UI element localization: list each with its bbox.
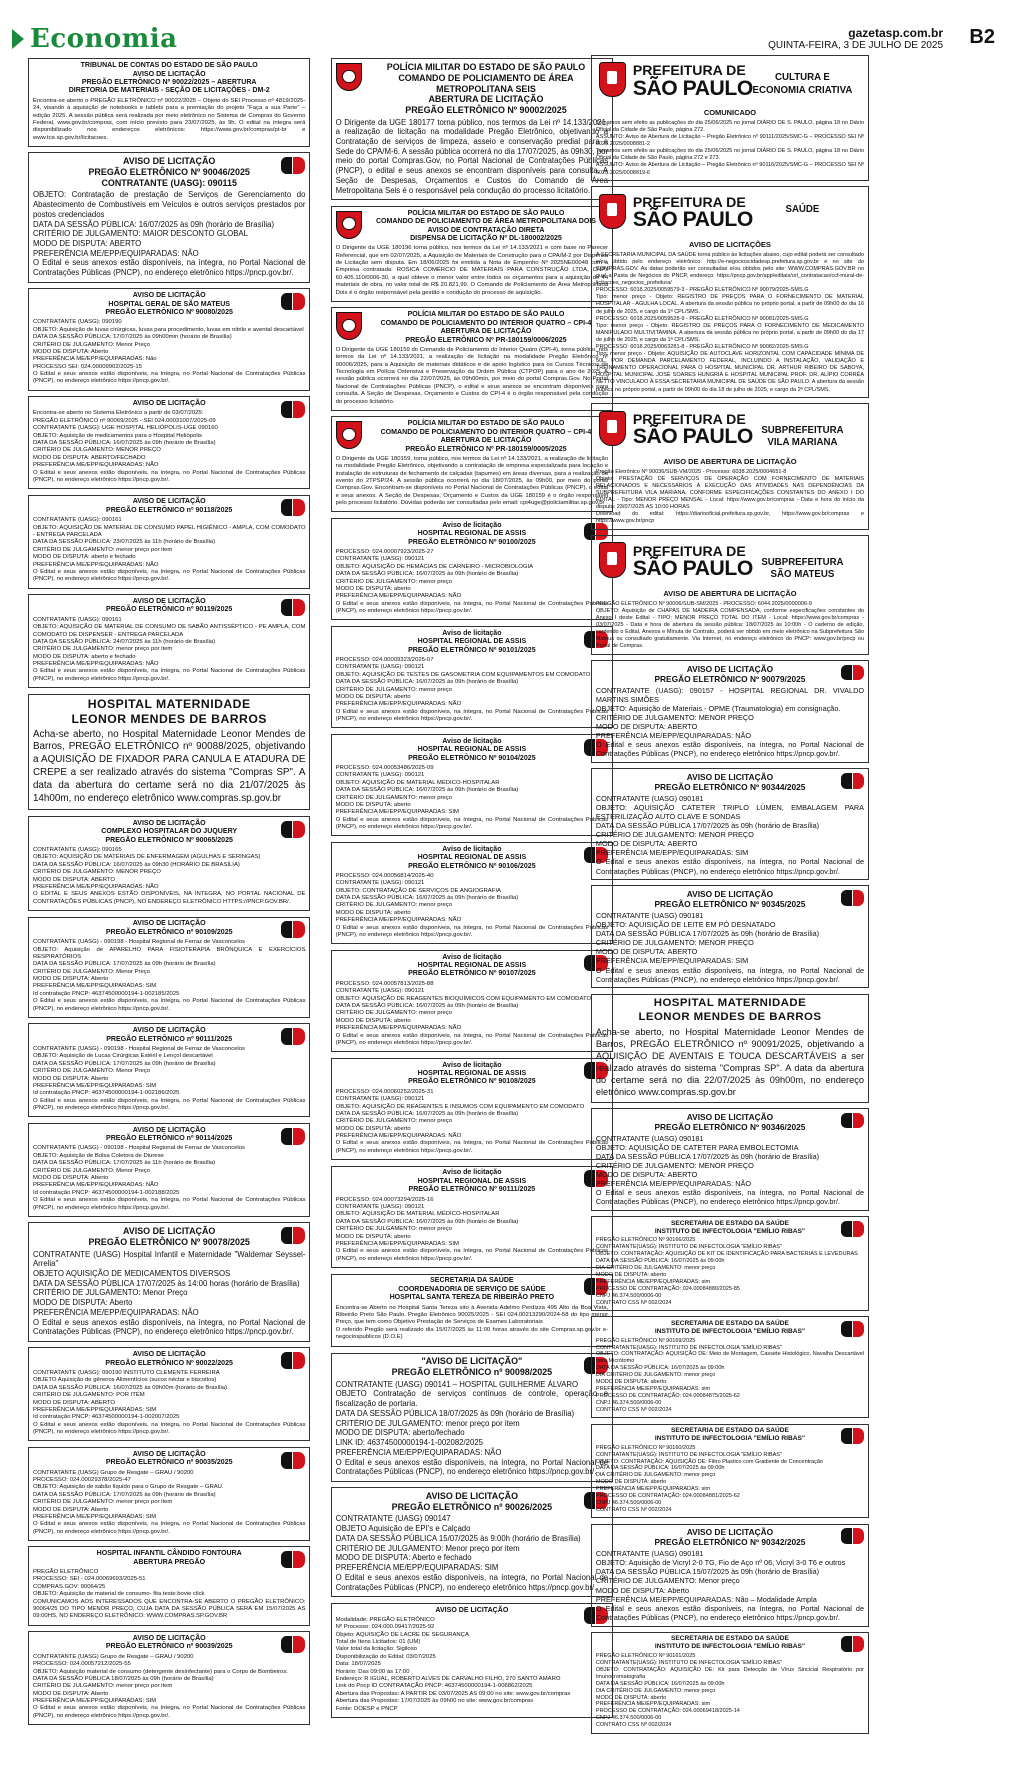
notice-title: POLÍCIA MILITAR DO ESTADO DE SÃO PAULO COMANDO DE POLICIAMENTO DO INTERIOR QUATRO – CPI-4 ABERTURA DE LICITAÇÃO PREGÃO ELETRÔNICO Nº PR-180159/0005/2025 bbox=[380, 420, 592, 453]
notice-body: O Dirigente da UGE 180159 do Comando de Policiamento do Interior Quatro (CPI-4), torna público, nos termos da Lei nº 14.133/2021, a realização de licitação na modalidade Pregão Eletrônico nº 90006/2025, para a Aquisição de materiais didáticos e de apoio logístico para os Cursos Técnicos de Tecnologia em Polícia Ostensiva e Preservação da Ordem Pública (CTPOP) para o ano de 2025. A sessão pública ocorrerá no dia 22/07/2025, às 09h00min, por meio do portal Compras.Gov. No Portal Nacional de Contratações Públicas (PNCP), o edital e seus anexos se encontram disponíveis para consulta. A Seção de Despesas, Orçamento e Custos do CPI-4 é o órgão responsável pela condução do processo licitatório. bbox=[335, 346, 609, 405]
sp-logo-icon bbox=[281, 401, 305, 418]
sp-logo-icon bbox=[841, 1113, 864, 1129]
notice-title: POLÍCIA MILITAR DO ESTADO DE SÃO PAULO COMANDO DE POLICIAMENTO DE ÁREA METROPOLITANA SEIS ABERTURA DE LICITAÇÃO PREGÃO ELETRÔNICO Nº 90002/2025 bbox=[386, 62, 586, 115]
prefeitura-city: SÃO PAULO bbox=[632, 557, 753, 581]
sp-logo-icon bbox=[281, 821, 305, 838]
sp-logo-icon bbox=[281, 499, 305, 516]
notice-title: TRIBUNAL DE CONTAS DO ESTADO DE SÃO PAULO AVISO DE LICITAÇÃO PREGÃO ELETRÔNICO Nº 90022/2025 – ABERTURA DIRETORIA DE MATERIAIS - SEÇÃO DE LICITAÇÕES - DM-2 bbox=[68, 62, 270, 95]
notice-body: A SECRETARIA MUNICIPAL DA SAÚDE torna público às licitações abaixo, cujo edital poderá ser consultado e/ou obtido pelo endereço eletrônico: http://e-negocioscidadesp.prefeitura.sp.gov.br e no site do COMPRAS.GOV. As datas poderão ser consultadas e/ou obtidos pelo site: WWW.COMPRAS.GOV.BR no qual a Pasta de Negócios do PNCP, endereço: https://pncp.gov.br/app/editais/url_contratacao/ccf-mural-de-licitacoes_negocios_prefeitura/ PROCESSO: 6018.2025/0059579-3 - PREGÃO ELETRÔNICO Nº 90079/2025-SMS.G Tipo: menor preço - Objeto: REGISTRO DE PREÇOS PARA O FORNECIMENTO DE MATERIAL HOSPITALAR - AGULHA LOCAL. A abertura da sessão pública no próprio portal, a partir de 09h00 do dia 16 de julho de 2025, e cargo da 1ª CPL/SMS. PROCESSO: 6018.2025/0059528-9 - PREGÃO ELETRÔNICO Nº 90081/2025-SMS.G Tipo: menor preço - Objeto: REGISTRO DE PREÇOS PARA O FORNECIMENTO DE MEDICAMENTO MANIPULADO MULTIVITAMINA. A abertura da sessão pública no próprio portal, a partir de 09h00 do dia 17 de julho de 2025, e cargo da 1ª CPL/SMS. PROCESSO: 6018.2025/0063281-8 - PREGÃO ELETRÔNICO Nº 90082/2025-SMS.G Tipo: menor preço - Objeto: AQUISIÇÃO DE AUTOCLAVE HORIZONTAL COM CAPACIDADE MÍNIMA DE 50L, POR DEMANDA PARCELAMENTO FEDERAL, INCLUINDO A INSTALAÇÃO, VALIDAÇÃO E TREINAMENTO OPERACIONAL PARA O HOSPITAL MUNICIPAL DR. ARTHUR RIBEIRO DE SABOYA, HOSPITAL MUNICIPAL JOSÉ SOARES HUNGRIA E HOSPITAL MUNICIPAL PROF. DR. ALÍPIO CORRÊA NETTO VINCULADO À ESSA SECRETARIA MUNICIPAL DE SAÚDE DE SÃO PAULO. A abertura da sessão pública no próprio portal, a partir de 09h00 do dia 18 de julho de 2025, e cargo da 2ª CPL/SMS. bbox=[595, 251, 865, 393]
notice-body: CONTRATANTE (UASG) - 090198 - Hospital Regional de Ferraz de Vasconcelos OBJETO: Aquisição de Lucas Cirúrgicas Estéril e Lençol descartável DATA DA SESSÃO PÚBLICA: 17/07/2025 às 09h (horário de Brasília) CRITÉRIO DE JULGAMENTO: Menor Preço MODO DE DISPUTA: Aberto PREFERÊNCIA ME/EPP/EQUIPARADAS: SIM Id contratação PNCP: 46374500000194-1-002186/2025 O Edital e seus anexos estão disponíveis, na íntegra, no Portal Nacional de Contratações Públicas (PNCP), no endereço eletrônico https://pncp.gov.br/. bbox=[32, 1046, 306, 1112]
notice-body: PREGÃO ELETRÔNICO PROCESSO: SEI - 024.00069693/2025-51 COMPRAS.GOV: 90064/25 OBJETO: Aquisição de material de consumo- fita teste bovie click COMUNICAMOS AOS INTERESSADOS QUE ENCONTRA-SE ABERTO O PREGÃO ELETRÔNICO: 90064/25 DO TIPO MENOR PREÇO, CUJA DATA DA SESSÃO PÚBLICA SERÁ EM 15/07/2025 AS 09:00HS, NO ENDEREÇO ELETRÔNICO: WWW.COMPRAS.SP.GOV.BR bbox=[32, 1569, 306, 1620]
notice-title: SECRETARIA DE ESTADO DA SAÚDE INSTITUTO DE INFECTOLOGIA "EMÍLIO RIBAS" bbox=[654, 1635, 805, 1651]
notice-body: PREGÃO ELETRÔNICO Nº 90161/2025 CONTRATANTE(UASG): INSTITUTO DE INFECTOLOGIA "EMÍLIO RIBAS" OBJETO: CONTRATAÇÃO: AQUISIÇÃO DE: Kit para Detecção de Vírus Sincicial Respiratório por Imunocromatografia DATA DA SESSÃO PÚBLICA: 16/07/2025 às 09:00h DIA CRITÉRIO DE JULGAMENTO: menor preço MODO DE DISPUTA: aberto PREFERÊNCIA ME/EPP/EQUIPARADAS: sim PROCESSO DE CONTRATAÇÃO: 024.00069418/2025-14 CNPJ 46.374.500/0006-00 CONTRATO CSS Nº 002/2024 bbox=[595, 1652, 865, 1729]
brasao-icon bbox=[336, 211, 362, 239]
legal-notice bbox=[28, 1222, 310, 1341]
legal-notice bbox=[591, 885, 868, 988]
prefeitura-label: PREFEITURA DE bbox=[632, 62, 746, 79]
legal-notice bbox=[28, 396, 310, 489]
prefeitura-vila-mariana-notice bbox=[591, 403, 868, 530]
legal-notice bbox=[331, 626, 613, 728]
legal-notice bbox=[591, 1524, 868, 1627]
notice-title: HOSPITAL MATERNIDADE LEONOR MENDES DE BARROS bbox=[71, 697, 267, 727]
notice-body: CONTRATANTE (UASG): 090161 OBJETO: AQUISIÇÃO DE MATERIAL DE CONSUMO PAPEL HIGIÊNICO - AMPLA, COM COMODATO - ENTREGA PARCELADA DATA DA SESSÃO PÚBLICA: 23/07/2025 às 11h (horário de Brasília) CRITÉRIO DE JULGAMENTO: menor preço por item MODO DE DISPUTA: aberto e fechado PREFERÊNCIA ME/EPP/EQUIPARADAS: NÃO O Edital e seus anexos estão disponíveis, na íntegra, no Portal Nacional de Contratações Públicas (PNCP), no endereço eletrônico https://pncp.gov.br/. bbox=[32, 517, 306, 583]
secretaria-name: SUBPREFEITURA SÃO MATEUS bbox=[761, 556, 844, 581]
sp-logo-icon bbox=[281, 1128, 305, 1145]
legal-notice bbox=[331, 58, 613, 200]
notice-title: SECRETARIA DE ESTADO DA SAÚDE INSTITUTO DE INFECTOLOGIA "EMÍLIO RIBAS" bbox=[654, 1219, 805, 1235]
legal-notice bbox=[591, 1424, 868, 1519]
notice-title: "AVISO DE LICITAÇÃO" PREGÃO ELETRÔNICO nº 90098/2025 bbox=[391, 1356, 553, 1378]
legal-notice bbox=[591, 1632, 868, 1734]
notice-title: AVISO DE LICITAÇÃO PREGÃO ELETRÔNICO nº 90111/2025 bbox=[106, 1027, 233, 1043]
notice-title: Aviso de licitação HOSPITAL REGIONAL DE ASSIS PREGÃO ELETRÔNICO Nº 90101/2025 bbox=[408, 629, 536, 654]
notice-body: PROCESSO: 024.00060252/2025-31 CONTRATANTE (UASG): 090121 OBJETO: AQUISIÇÃO DE REAGENTES E INSUMOS COM EQUIPAMENTO EM COMODATO DATA DA SESSÃO PÚBLICA: 16/07/2025 às 09h (horário de Brasília) CRITÉRIO DE JULGAMENTO: menor preço MODO DE DISPUTA: aberto PREFERÊNCIA ME/EPP/EQUIPARADAS: NÃO O Edital e seus anexos estão disponíveis, na íntegra, no Portal Nacional de Contratações Públicas (PNCP), no endereço eletrônico https://pncp.gov.br/. bbox=[335, 1088, 609, 1154]
legal-notice bbox=[331, 1487, 613, 1597]
notice-title: POLÍCIA MILITAR DO ESTADO DE SÃO PAULO COMANDO DE POLICIAMENTO DO INTERIOR QUATRO – CPI-4 ABERTURA DE LICITAÇÃO PREGÃO ELETRÔNICO Nº PR-180159/0006/2025 bbox=[380, 311, 592, 344]
notice-title: Aviso de licitação HOSPITAL REGIONAL DE ASSIS PREGÃO ELETRÔNICO Nº 90111/2025 bbox=[408, 1169, 536, 1194]
notice-body: CONTRATANTE (UASG) 090181 OBJETO: AQUISIÇÃO DE CATETER PARA EMBOLECTOMIA DATA DA SESSÃO PÚBLICA 17/07/2025 às 09h (horário de Brasília) CRITÉRIO DE JULGAMENTO: MENOR PREÇO MODO DE DISPUTA: ABERTO PREFERÊNCIA ME/EPP/EQUIPARADAS: NÃO O Edital e seus anexos estão disponíveis, na íntegra, no Portal Nacional de Contratações Públicas (PNCP), no endereço eletrônico https://pncp.gov.br/. bbox=[595, 1133, 865, 1207]
notice-body: PROCESSO: 024.00073294/2025-16 CONTRATANTE (UASG): 090121 OBJETO: AQUISIÇÃO DE MATERIAL MÉDICO-HOSPITALAR DATA DA SESSÃO PÚBLICA: 16/07/2025 às 09h (horário de Brasília) CRITÉRIO DE JULGAMENTO: menor preço MODO DE DISPUTA: aberto PREFERÊNCIA ME/EPP/EQUIPARADAS: SIM O Edital e seus anexos estão disponíveis, na íntegra, no Portal Nacional de Contratações Públicas (PNCP), no endereço eletrônico https://pncp.gov.br/. bbox=[335, 1196, 609, 1262]
notice-body: Modalidade: PREGÃO ELETRÔNICO Nº Processo: 024.000.09417/2025-92 Objeto: AQUISIÇÃO DE LACRE DE SEGURANÇA Total de Itens Licitados: 01 (UM) Valor total da licitação: Sigiloso Disponibilização do Edital: 03/07/2025 Data: 18/07/2025 Horário: Das 09:00 às 17:00 Endereço: R IGUAL, ROBERTO ALVES DE CARVALHO FILHO, 270 SANTO AMARO Link do Pncp ID CONTRATAÇÃO PNCP: 46374500000194-1-006862/2025 Abertura das Propostas: A PARTIR DE 03/07/2025 AS 09:00 no site: www.gov.br/compras Abertura das Propostas: 17/07/2025 às 09h00 no site: www.gov.br/compras Fonte: DOESP e PNCP bbox=[335, 1616, 571, 1712]
sp-logo-icon bbox=[281, 293, 305, 310]
legal-notice bbox=[28, 288, 310, 390]
notice-title: AVISO DE LICITAÇÕES bbox=[689, 240, 771, 250]
column-3 bbox=[591, 55, 868, 1739]
notice-body: Acha-se aberto, no Hospital Maternidade Leonor Mendes de Barros, PREGÃO ELETRÔNICO nº 90088/2025, objetivando a AQUISIÇÃO DE FIXADOR PARA CANULA E ATADURA DE CREPE a ser realizado através do sistema "Compras SP". A data da abertura do certame será no dia 21/07/2025 às 14h00m, no endereço eletrônico www.compras.sp.gov.br bbox=[32, 728, 306, 804]
brasao-icon bbox=[336, 312, 362, 340]
notice-body: CONTRATANTE (UASG): 090190 INSTITUTO CLEMENTE FERREIRA OBJETO Aquisição de gêneros Alimentícios (sucos néctar e biscoitos) DATA DA SESSÃO PÚBLICA: 16/07/2025 às 09h00m (horário de Brasília) CRITÉRIO DE JULGAMENTO: POR ITEM MODO DE DISPUTA: ABERTO PREFERÊNCIA ME/EPP/EQUIPARADAS: SIM Id contratação PNCP: 46374500000194-1-002007/2025 O Edital e seus anexos estão disponíveis, na íntegra, no Portal Nacional de Contratações Públicas (PNCP), no endereço eletrônico https://pncp.gov.br/. bbox=[32, 1370, 306, 1436]
notice-body: CONTRATANTE (UASG) 090181 OBJETO: Aquisição de Vicryl 2-0 TG, Fio de Aço nº 06, Vicryl 3-0 T6 e outros DATA DA SESSÃO PÚBLICA 15/07/2025 às 09h (horário de Brasília) CRITÉRIO DE JULGAMENTO: Menor preço MODO DE DISPUTA: Aberto PREFERÊNCIA ME/EPP/EQUIPARADAS: Não – Modalidade Ampla O Edital e seus anexos estão disponíveis, na íntegra, no Portal Nacional de Contratações Públicas (PNCP), no endereço eletrônico https://pncp.gov.br/. bbox=[595, 1549, 865, 1622]
notice-body: PREGÃO ELETRÔNICO Nº 90166/2025 CONTRATANTE(UASG): INSTITUTO DE INFECTOLOGIA "EMÍLIO RIBAS" OBJETO: CONTRATAÇÃO: AQUISIÇÃO DE KIT DE IDENTIFICAÇÃO PARA BACTÉRIAS E LEVEDURAS DATA DA SESSÃO PÚBLICA: 16/07/2025 às 09:00h DIA CRITÉRIO DE JULGAMENTO: menor preço MODO DE DISPUTA: aberto PREFERÊNCIA ME/EPP/EQUIPARADAS: sim PROCESSO DE CONTRATAÇÃO: 024.00084880/2025-85 CNPJ 46.374.500/0006-00 CONTRATO CSS Nº 002/2024 bbox=[595, 1237, 858, 1306]
notice-title: AVISO DE LICITAÇÃO HOSPITAL GERAL DE SÃO MATEUS PREGÃO ELETRÔNICO Nº 90080/2025 bbox=[105, 292, 233, 317]
notice-body: Encontra-se Aberto no Hospital Santa Tereza sito à Avenida Adelmo Perdizza 495 Alto da Boa Vista, Ribeirão Preto São Paulo. Pregão Eletrônico 90025/2025 - SEI 024.00213290/2024-58 do tipo menor Preço, que tem como Objetivo Prestação de Serviços de Exames Laboratoriais O referido Pregão será realizado dia 15/07/2025 às 11:00 horas através do site Compras.sp.gov.br e-negociospublicos (D.O.E) bbox=[335, 1304, 609, 1341]
sp-logo-icon bbox=[281, 1452, 305, 1469]
legal-notice bbox=[331, 734, 613, 836]
notice-body: O Dirigente da UGE 180177 torna público, nos termos da Lei nº 14.133/2021, a realização de licitação na modalidade Pregão Eletrônico, objetivando a Contratação de serviços de limpeza, asseio e conservação predial para a Sede do CPA/M-6. A sessão pública ocorrerá no dia 17/07/2025, às 09h30, por meio do portal Compras.Gov, no Portal Nacional de Contratações Públicas (PNCP), o edital e seus anexos se encontram disponíveis para consulta. A Seção de Despesas, Orçamentos e Custos do Comando de Área Metropolitana Seis é o responsável pela condução do processo licitatório. bbox=[335, 117, 609, 195]
sp-logo-icon bbox=[281, 1352, 305, 1369]
prefeitura-label: PREFEITURA DE bbox=[632, 543, 746, 560]
legal-notice bbox=[28, 1546, 310, 1625]
brasao-icon bbox=[336, 63, 362, 91]
notice-body: Encontra-se aberto o PREGÃO ELETRÔNICO nº 90022/2025 – Objeto do SEI Processo nº 4819/2025-24, visando à aquisição de notebooks e tablets para a premiação do projeto "Faça a sua Parte" – edição 2025. A sessão pública será realizada por meio eletrônico no Sistema de Compras do Governo Federal, www.gov.br/compras, com início previsto para 23/07/2025, às 9h. O edital na íntegra será disponibilizado nos endereços eletrônicos: https://www.gov.br/compras/pt-br e www.tce.sp.gov.br/licitacoes. bbox=[32, 97, 306, 141]
prefeitura-city: SÃO PAULO bbox=[632, 425, 753, 449]
legal-notice bbox=[28, 1631, 310, 1725]
page-number: B2 bbox=[969, 26, 995, 48]
notice-body: PROCESSO: 024.00007923/2025-27 CONTRATANTE (UASG): 090121 OBJETO: AQUISIÇÃO DE HEMÁCIAS DE CARNEIRO - MICROBIOLOGIA DATA DA SESSÃO PÚBLICA: 16/07/2025 às 09h (horário de Brasília) CRITÉRIO DE JULGAMENTO: menor preço MODO DE DISPUTA: aberto PREFERÊNCIA ME/EPP/EQUIPARADAS: NÃO O Edital e seus anexos estão disponíveis, na íntegra, no Portal Nacional de Contratações Públicas (PNCP), no endereço eletrônico https://pncp.gov.br/. bbox=[335, 549, 609, 615]
notice-body: CONTRATANTE (UASG): 090165 OBJETO: AQUISIÇÃO DE MATERIAIS DE ENFERMAGEM (AGULHAS E SERINGAS) DATA DA SESSÃO PÚBLICA: 16/07/2025 às 09h30 (HORÁRIO DE BRASÍLIA) CRITÉRIO DE JULGAMENTO: MENOR PREÇO MODO DE DISPUTA: ABERTO PREFERÊNCIA ME/EPP/EQUIPARADAS: NÃO O EDITAL E SEUS ANEXOS ESTÃO DISPONÍVEIS, NA ÍNTEGRA, NO PORTAL NACIONAL DE CONTRATAÇÕES PÚBLICAS (PNCP), NO ENDEREÇO ELETRÔNICO HTTPS://PNCP.GOV.BR/. bbox=[32, 847, 306, 905]
notice-title: SECRETARIA DE ESTADO DA SAÚDE INSTITUTO DE INFECTOLOGIA "EMÍLIO RIBAS" bbox=[654, 1320, 805, 1335]
notice-title: HOSPITAL MATERNIDADE LEONOR MENDES DE BARROS bbox=[638, 997, 822, 1023]
notice-title: AVISO DE LICITAÇÃO PREGÃO ELETRÔNICO nº 90119/2025 bbox=[106, 597, 233, 614]
notice-body: PROCESSO: 024.00009323/2025-07 CONTRATANTE (UASG): 090121 OBJETO: AQUISIÇÃO DE TESTES DE GASOMETRIA COM EQUIPAMENTOS EM COMODATO DATA DA SESSÃO PÚBLICA: 16/07/2025 às 09h (horário de Brasília) CRITÉRIO DE JULGAMENTO: menor preço MODO DE DISPUTA: aberto PREFERÊNCIA ME/EPP/EQUIPARADAS: NÃO O Edital e seus anexos estão disponíveis, na íntegra, no Portal Nacional de Contratações Públicas (PNCP), no endereço eletrônico https://pncp.gov.br/. bbox=[335, 657, 609, 723]
prefeitura-label: PREFEITURA DE bbox=[632, 194, 746, 211]
sp-logo-icon bbox=[281, 157, 305, 174]
sp-logo-icon bbox=[841, 1428, 864, 1444]
notice-body: PROCESSO: 024.00057813/2025-88 CONTRATANTE (UASG): 090121 OBJETO: AQUISIÇÃO DE REAGENTES BIOQUÍMICOS COM EQUIPAMENTO EM COMODATO DATA DA SESSÃO PÚBLICA: 16/07/2025 às 09h (horário de Brasília) CRITÉRIO DE JULGAMENTO: menor preço MODO DE DISPUTA: aberto PREFERÊNCIA ME/EPP/EQUIPARADAS: NÃO O Edital e seus anexos estão disponíveis, na íntegra, no Portal Nacional de Contratações Públicas (PNCP), no endereço eletrônico https://pncp.gov.br/. bbox=[335, 980, 609, 1046]
notice-body: PROCESSO: 024.00056814/2025-40 CONTRATANTE (UASG): 090121 OBJETO: CONTRATAÇÃO DE SERVIÇOS DE ANGIOGRAFIA DATA DA SESSÃO PÚBLICA: 16/07/2025 às 09h (horário de Brasília) CRITÉRIO DE JULGAMENTO: menor preço MODO DE DISPUTA: aberto PREFERÊNCIA ME/EPP/EQUIPARADAS: NÃO O Edital e seus anexos estão disponíveis, na íntegra, no Portal Nacional de Contratações Públicas (PNCP), no endereço eletrônico https://pncp.gov.br/. bbox=[335, 872, 609, 938]
column-2 bbox=[331, 58, 613, 1723]
notice-body: PREGÃO ELETRÔNICO Nº 90169/2025 CONTRATANTE(UASG): INSTITUTO DE INFECTOLOGIA "EMÍLIO RIBAS" OBJETO: CONTRATAÇÃO: AQUISIÇÃO DE: Meio de Montagem, Cassete Histológico, Navalha Descartável para Micrótomo DATA DA SESSÃO PÚBLICA: 16/07/2025 às 09:00h DIA CRITÉRIO DE JULGAMENTO: menor preço MODO DE DISPUTA: aberto PREFERÊNCIA ME/EPP/EQUIPARADAS: sim PROCESSO DE CONTRATAÇÃO: 024.00084875/2025-62 CNPJ 46.374.500/0006-00 CONTRATO CSS Nº 002/2024 bbox=[595, 1337, 865, 1413]
legal-notice bbox=[331, 1274, 613, 1347]
notice-body: CONTRATANTE (UASG) 090181 OBJETO: AQUISIÇÃO CATETER TRIPLO LÚMEN, EMBALAGEM PARA ESTERILIZAÇÃO AUTO CLAVE E SONDAS DATA DA SESSÃO PÚBLICA 17/07/2025 às 09h (horário de Brasília) CRITÉRIO DE JULGAMENTO: MENOR PREÇO MODO DE DISPUTA: ABERTO PREFERÊNCIA ME/EPP/EQUIPARADAS: SIM O Edital e seus anexos estão disponíveis, na íntegra, no Portal Nacional de Contratações Públicas (PNCP), no endereço eletrônico https://pncp.gov.br/. bbox=[595, 793, 865, 876]
legal-notice bbox=[28, 694, 310, 811]
sp-logo-icon bbox=[841, 773, 864, 789]
legal-notice bbox=[591, 1316, 868, 1418]
notice-body: PREGÃO ELETRÔNICO Nº 90006/SUB-SM/2025 - PROCESSO: 6044.2025/0000006-9 OBJETO: Aquisição de CHAPAS DE MADEIRA COMPENSADA, conforme especificações constantes do Anexo I deste Edital - TIPO: MENOR PREÇO TOTAL DO ITEM - Local: https://www.gov.br/compras - 03/07/2025 - Data e hora de abertura da sessão pública: 18/07/2025 às 10:00h - O caderno de edição, contendo o Edital, Anexos e Minuta de Contrato, poderá ser obtido em meio eletrônico na Subprefeitura São Mateus ou consultado gratuitamente. Via Internet, no endereço eletrônico do PNCP: www.gov.br/pncp ou Portal de Compras. bbox=[595, 600, 865, 650]
notice-title: AVISO DE LICITAÇÃO PREGÃO ELETRÔNICO Nº 90345/2025 bbox=[654, 889, 806, 910]
prefeitura-brasao-icon bbox=[599, 62, 625, 97]
notice-body: CONTRATANTE (UASG) 090147 OBJETO Aquisição de EPI's e Calçado DATA DA SESSÃO PÚBLICA 15/07/2025 às 9:00h (horário de Brasília) CRITÉRIO DE JULGAMENTO: Menor preço por item MODO DE DISPUTA: Aberto e fechado PREFERÊNCIA ME/EPP/EQUIPARADAS: SIM O Edital e seus anexos estão disponíveis, na íntegra, no Portal Nacional de Contratações Públicas (PNCP), no endereço eletrônico https://pncp.gov.br/. bbox=[335, 1514, 609, 1592]
notice-title: AVISO DE LICITAÇÃO PREGÃO ELETRÔNICO nº 90118/2025 bbox=[106, 498, 233, 514]
notice-title: Aviso de licitação HOSPITAL REGIONAL DE ASSIS PREGÃO ELETRÔNICO Nº 90104/2025 bbox=[408, 737, 536, 762]
prefeitura-city: SÃO PAULO bbox=[632, 76, 753, 100]
notice-body: CONTRATANTE (UASG): 090157 - HOSPITAL REGIONAL DR. VIVALDO MARTINS SIMÕES OBJETO: Aquisição de Materiais - OPME (Traumatologia) em consignação. CRITÉRIO DE JULGAMENTO: MENOR PREÇO MODO DE DISPUTA: ABERTO PREFERÊNCIA ME/EPP/EQUIPARADAS: NÃO O Edital e seus anexos estão disponíveis, na íntegra, no Portal Nacional de Contratações Públicas (PNCP), no endereço eletrônico https://pncp.gov.br/. bbox=[595, 685, 865, 759]
sp-logo-icon bbox=[841, 890, 864, 906]
prefeitura-label: PREFEITURA DE bbox=[632, 411, 746, 428]
notice-title: AVISO DE LICITAÇÃO PREGÃO ELETRÔNICO Nº 90344/2025 bbox=[654, 771, 806, 792]
sp-logo-icon bbox=[281, 1028, 305, 1045]
notice-body: CONTRATANTE (UASG) Hospital Infantil e Maternidade "Waldemar Seyssel-Arrelia" OBJETO AQUISIÇÃO DE MEDICAMENTOS DIVERSOS DATA DA SESSÃO PÚBLICA 17/07/2025 às 14:00 horas (horário de Brasília) CRITÉRIO DE JULGAMENTO: Menor Preço MODO DE DISPUTA: Aberto PREFERÊNCIA ME/EPP/EQUIPARADAS: NÃO O Edital e seus anexos estão disponíveis, na íntegra, no Portal Nacional de Contratações Públicas (PNCP), no endereço eletrônico https://pncp.gov.br/. bbox=[32, 1249, 306, 1337]
notice-title: AVISO DE LICITAÇÃO PREGÃO ELETRÔNICO Nº 90079/2025 bbox=[654, 663, 806, 684]
notice-body: O Dirigente da UGE 180159, torna público, nos termos da Lei nº 14.133/2021, a realização de licitação na modalidade Pregão Eletrônico, objetivando a contratação de empresa especializada para locação e instalação de estruturas de fechamento de calçadas (tapumes) em áreas diversas, para a realização do evento do 2TPSP/24. A sessão pública ocorrerá no dia 18/07/2025, às 09h00, por meio do portal Compras.Gov. Encontram-se disponíveis no Portal Nacional de Contratações Públicas (PNCP), o edital e seus anexos. A Seção de Despesas, Orçamento e Custos da UGE 180159 é o órgão responsável pelo processo licitatório. Dúvidas poderão ser consultadas pelo email: cpi4uge@policiamilitar.sp.gov.br bbox=[335, 455, 609, 507]
legal-notice bbox=[591, 1216, 868, 1311]
sp-logo-icon bbox=[281, 1227, 305, 1244]
notice-title: SECRETARIA DE ESTADO DA SAÚDE INSTITUTO DE INFECTOLOGIA "EMÍLIO RIBAS" bbox=[654, 1427, 805, 1443]
site-url[interactable]: gazetasp.com.br bbox=[848, 26, 943, 40]
notice-body: PREGÃO ELETRÔNICO Nº 90160/2025 CONTRATANTE(UASG): INSTITUTO DE INFECTOLOGIA "EMÍLIO RIBAS" OBJETO: CONTRATAÇÃO: AQUISIÇÃO DE: Filtro Plastico com Gradiente de Concentração DATA DA SESSÃO PÚBLICA: 16/07/2025 às 09:00h DIA CRITÉRIO DE JULGAMENTO: menor preço MODO DE DISPUTA: aberto PREFERÊNCIA ME/EPP/EQUIPARADAS: sim PROCESSO DE CONTRATAÇÃO: 024.00084881/2025-62 CNPJ 46.374.500/0006-00 CONTRATO CSS Nº 002/2024 bbox=[595, 1444, 824, 1513]
legal-notice bbox=[28, 917, 310, 1018]
edition-date: QUINTA-FEIRA, 3 DE JULHO DE 2025 bbox=[768, 40, 943, 51]
notice-title: AVISO DE LICITAÇÃO PREGÃO ELETRÔNICO nº 90035/2025 bbox=[105, 1450, 233, 1467]
legal-notice bbox=[591, 768, 868, 880]
notice-title: AVISO DE LICITAÇÃO bbox=[435, 1606, 509, 1614]
brasao-icon bbox=[336, 421, 362, 449]
legal-notice bbox=[331, 1353, 613, 1482]
sp-logo-icon bbox=[281, 599, 305, 616]
prefeitura-city: SÃO PAULO bbox=[632, 208, 753, 232]
notice-body: CONTRATANTE (UASG) - 090198 - Hospital Regional de Ferraz de Vasconcelos OBJETO: Aquisição de Bolsa Coletora de Diurese DATA DA SESSÃO PÚBLICA: 17/07/2025 às 11h (horário de Brasília) CRITÉRIO DE JULGAMENTO: Menor Preço MODO DE DISPUTA: Aberto PREFERÊNCIA ME/EPP/EQUIPARADAS: NÃO Id contratação PNCP: 46374500000194-1-002188/2025 O Edital e seus anexos estão disponíveis, na íntegra, no Portal Nacional de Contratações Públicas (PNCP), no endereço eletrônico https://pncp.gov.br/. bbox=[32, 1145, 306, 1211]
sp-logo-icon bbox=[281, 1551, 305, 1568]
notice-body: CONTRATANTE (UASG): 090190 OBJETO: Aquisição de luvas cirúrgicas, luvas para procedimento, luvas em nitrilo e avental descartável DATA DA SESSÃO PÚBLICA: 17/07/2025 às 09h00min (horário de Brasília) CRITÉRIO DE JULGAMENTO: Menor Preço MODO DE DISPUTA: Aberto PREFERÊNCIA ME/EPP/EQUIPARADAS: Não PROCESSO SEI: 024.00009902/2025-15 O Edital e seus anexos estão disponíveis, na íntegra, no Portal Nacional de Contratações Públicas (PNCP), no endereço eletrônico https://pncp.gov.br/. bbox=[32, 319, 306, 385]
section-title: Economia bbox=[30, 24, 178, 54]
notice-title: HOSPITAL INFANTIL CÂNDIDO FONTOURA ABERTURA PREGÃO bbox=[96, 1550, 242, 1566]
legal-notice bbox=[591, 660, 868, 763]
notice-body: Tornamos sem efeito as publicações do dia 25/06/2025 no jornal DIÁRIO DE S. PAULO, página 18 no Diário Oficial da Cidade de São Paulo, página 272. ASSUNTO: Aviso de Abertura de Licitação – Pregão Eletrônico nº 90111/2025/SMC-G – PROCESSO SEI Nº 6025.2025/0008881-2 Tornamos sem efeito as publicações do dia 25/06/2025 no jornal DIÁRIO DE S. PAULO, página 18 no Diário Oficial da Cidade de São Paulo, página 272 e 273. ASSUNTO: Aviso de Abertura de Licitação – Pregão Eletrônico nº 90116/2025/SMC-G – PROCESSO SEI Nº 6025.2025/0008819-6 bbox=[595, 119, 865, 176]
secretaria-name: CULTURA E ECONOMIA CRIATIVA bbox=[752, 72, 853, 96]
legal-notice bbox=[331, 950, 613, 1052]
notice-title: COMUNICADO bbox=[703, 108, 757, 118]
notice-title: AVISO DE LICITAÇÃO bbox=[132, 400, 206, 408]
legal-notice bbox=[331, 206, 613, 302]
notice-body: CONTRATANTE (UASG) Grupo de Resgate – GRAU / 90200 PROCESSO: 024.00029378/2025-47 OBJETO: Aquisição de sabão líquido para o Grupo de Resgate – GRAU. DATA DA SESSÃO PÚBLICA: 17/07/2025 às 09h (horário de Brasília) CRITÉRIO DE JULGAMENTO: menor preço por item MODO DE DISPUTA: Aberto PREFERÊNCIA ME/EPP/EQUIPARADAS: SIM O Edital e seus anexos estão disponíveis, na íntegra, no Portal Nacional de Contratações Públicas (PNCP), no endereço eletrônico https://pncp.gov.br/. bbox=[32, 1469, 306, 1535]
sp-logo-icon bbox=[281, 1636, 305, 1653]
legal-notice bbox=[331, 842, 613, 944]
notice-title: AVISO DE LICITAÇÃO PREGÃO ELETRÔNICO Nº 90342/2025 bbox=[654, 1527, 806, 1548]
sp-logo-icon bbox=[281, 921, 305, 938]
notice-title: AVISO DE LICITAÇÃO PREGÃO ELETRÔNICO nº 90026/2025 bbox=[391, 1491, 553, 1512]
notice-body: CONTRATANTE (UASG) Grupo de Resgate – GRAU / 90200 PROCESSO: 024.00057212/2025-55 OBJETO: Aquisição material de consumo (detergente desinfectante) para o Corpo de Bombeiros. DATA DA SESSÃO PÚBLICA 18/07/2025 às 09h (horário de Brasília) CRITÉRIO DE JULGAMENTO: menor preço por item MODO DE DISPUTA: Aberto PREFERÊNCIA ME/EPP/EQUIPARADAS: SIM O Edital e seus anexos estão disponíveis, na íntegra, no Portal Nacional de Contratações Públicas (PNCP), no endereço eletrônico https://pncp.gov.br/. bbox=[32, 1653, 306, 1719]
column-1 bbox=[28, 58, 310, 1730]
legal-notice bbox=[331, 416, 613, 512]
notice-title: AVISO DE ABERTURA DE LICITAÇÃO bbox=[663, 588, 797, 598]
legal-notice bbox=[28, 495, 310, 589]
prefeitura-saude-notice bbox=[591, 186, 868, 398]
notice-title: AVISO DE LICITAÇÃO PREGÃO ELETRÔNICO nº 90114/2025 bbox=[106, 1126, 233, 1143]
notice-body: PROCESSO: 024.00053486/2025-09 CONTRATANTE (UASG): 090121 OBJETO: AQUISIÇÃO DE MATERIAL MÉDICO-HOSPITALAR DATA DA SESSÃO PÚBLICA: 16/07/2025 às 09h (horário de Brasília) CRITÉRIO DE JULGAMENTO: menor preço MODO DE DISPUTA: aberto PREFERÊNCIA ME/EPP/EQUIPARADAS: SIM O Edital e seus anexos estão disponíveis, na íntegra, no Portal Nacional de Contratações Públicas (PNCP), no endereço eletrônico https://pncp.gov.br/. bbox=[335, 764, 609, 831]
notice-body: OBJETO: Contratação de prestação de Serviços de Gerenciamento do Abastecimento de Combustíveis em Veículos e outros serviços prestados por postos credenciados DATA DA SESSÃO PÚBLICA: 16/07/2025 às 09h (horário de Brasília) CRITÉRIO DE JULGAMENTO: MAIOR DESCONTO GLOBAL MODO DE DISPUTA: ABERTO PREFERÊNCIA ME/EPP/EQUIPARADAS: NÃO O Edital e seus anexos estão disponíveis, na íntegra, no Portal Nacional de Contratações Públicas (PNCP), no endereço eletrônico https://pncp.gov.br/. bbox=[32, 190, 306, 278]
notice-title: AVISO DE LICITAÇÃO PREGÃO ELETRÔNICO nº 90109/2025 bbox=[105, 920, 233, 936]
legal-notice bbox=[591, 1108, 868, 1211]
page-header bbox=[8, 24, 1003, 54]
notice-title: POLÍCIA MILITAR DO ESTADO DE SÃO PAULO COMANDO DE POLICIAMENTO DE ÁREA METROPOLITANA DOIS AVISO DE CONTRATAÇÃO DIRETA DISPENSA DE LICITAÇÃO Nº DL-180002/2025 bbox=[375, 209, 596, 242]
legal-notice bbox=[28, 1347, 310, 1441]
legal-notice bbox=[591, 994, 868, 1103]
notice-title: AVISO DE LICITAÇÃO PREGÃO ELETRÔNICO nº 90039/2025 bbox=[105, 1634, 233, 1651]
notice-body: Acha-se aberto, no Hospital Maternidade Leonor Mendes de Barros, PREGÃO ELETRÔNICO nº 90091/2025, objetivando a AQUISIÇÃO DE AVENTAIS E TOUCA DESCARTÁVEIS a ser realizado através do sistema "Compras SP". A data da abertura do certame será no dia 22/07/2025 às 09h00m, no endereço eletrônico www.compras.sp.gov.br bbox=[595, 1027, 865, 1098]
legal-notice bbox=[28, 1447, 310, 1541]
legal-notice bbox=[28, 58, 310, 147]
notice-title: AVISO DE LICITAÇÃO PREGÃO ELETRÔNICO Nº 90046/2025 CONTRATANTE (UASG): 090115 bbox=[88, 156, 250, 188]
prefeitura-brasao-icon bbox=[599, 194, 625, 229]
legal-notice bbox=[331, 307, 613, 410]
notice-title: Aviso de licitação HOSPITAL REGIONAL DE ASSIS PREGÃO ELETRÔNICO Nº 90100/2025 bbox=[408, 521, 536, 546]
legal-notice bbox=[331, 518, 613, 620]
legal-notice bbox=[28, 816, 310, 911]
legal-notice bbox=[331, 1603, 613, 1718]
sp-logo-icon bbox=[841, 1221, 864, 1237]
notice-title: SECRETARIA DA SAÚDE COORDENADORIA DE SERVIÇO DE SAÚDE HOSPITAL SANTA TEREZA DE RIBEIRÃO PRETO bbox=[389, 1277, 555, 1302]
legal-notice bbox=[331, 1058, 613, 1160]
notice-body: Encontra-se aberto no Sistema Eletrônico a partir de 03/07/2025: PREGÃO ELETRÔNICO nº 90069/2025 - SEI 024.00031007/2025-09 CONTRATANTE (UASG): UGE HOSPITAL HELIÓPOLIS-UGE 090160 OBJETO: Aquisição de medicamentos para o Hospital Heliópolis DATA DA SESSÃO PÚBLICA: 16/07/2025 às 09h (horário de Brasília) CRITÉRIO DE JULGAMENTO: MENOR PREÇO MODO DE DISPUTA: ABERTO/FECHADO PREFERÊNCIA ME/EPP/EQUIPARADAS: NÃO O Edital e seus anexos estão disponíveis, na íntegra, no Portal Nacional de Contratações Públicas (PNCP), no endereço eletrônico https://pncp.gov.br/. bbox=[32, 410, 306, 483]
notice-title: Aviso de licitação HOSPITAL REGIONAL DE ASSIS PREGÃO ELETRÔNICO Nº 90106/2025 bbox=[408, 845, 536, 870]
secretaria-name: SAÚDE bbox=[785, 204, 820, 216]
chevron-right-icon bbox=[12, 29, 24, 49]
sp-logo-icon bbox=[841, 1636, 864, 1652]
sp-logo-icon bbox=[841, 1321, 864, 1337]
notice-body: CONTRATANTE (UASG) - 090198 - Hospital Regional de Ferraz de Vasconcelos OBJETO: Aquisição de APARELHO PARA FISIOTERAPIA BRÔNQUICA E EXERCÍCIOS RESPIRATÓRIOS DATA DA SESSÃO PÚBLICA: 17/07/2025 às 09h (horário de Brasília) CRITÉRIO DE JULGAMENTO: Menor Preço MODO DE DISPUTA: Aberto PREFERÊNCIA ME/EPP/EQUIPARADAS: SIM Id contratação PNCP: 46374500000194-1-002185/2025 O Edital e seus anexos estão disponíveis, na íntegra, no Portal Nacional de Contratações Públicas (PNCP), no endereço eletrônico https://pncp.gov.br/. bbox=[32, 939, 306, 1012]
notice-title: AVISO DE ABERTURA DE LICITAÇÃO bbox=[663, 457, 797, 467]
notice-title: AVISO DE LICITAÇÃO PREGÃO ELETRÔNICO Nº 90078/2025 bbox=[88, 1226, 250, 1247]
notice-body: CONTRATANTE (UASG) 090141 – HOSPITAL GUILHERME ÁLVARO OBJETO Contratação de serviços contínuos de controle, operação e fiscalização de portaria. DATA DA SESSÃO PÚBLICA 18/07/2025 às 09h (horário de Brasília) CRITÉRIO DE JULGAMENTO: menor preço por item MODO DE DISPUTA: aberto/fechado LINK ID: 46374500000194-1-002082/2025 PREFERÊNCIA ME/EPP/EQUIPARADAS: NÃO O Edital e seus anexos estão disponíveis, na íntegra, no Portal Nacional de Contratações Públicas (PNCP), no endereço eletrônico https://pncp.gov.br/. bbox=[335, 1379, 609, 1477]
notice-title: AVISO DE LICITAÇÃO PREGÃO ELETRÔNICO Nº 90346/2025 bbox=[654, 1111, 806, 1132]
legal-notice bbox=[28, 1123, 310, 1217]
prefeitura-brasao-icon bbox=[599, 542, 625, 577]
sp-logo-icon bbox=[841, 665, 864, 681]
legal-notice bbox=[28, 594, 310, 688]
notice-title: AVISO DE LICITAÇÃO PREGÃO ELETRÔNICO Nº 90022/2025 bbox=[105, 1351, 233, 1367]
notice-body: CONTRATANTE (UASG): 090161 OBJETO: AQUISIÇÃO DE MATERIAL DE CONSUMO DE SABÃO ANTISSÉPTICO - PE AMPLA, COM COMODATO DE DISPENSER - ENTREGA PARCELADA DATA DA SESSÃO PÚBLICA: 24/07/2025 às 11h (horário de Brasília) CRITÉRIO DE JULGAMENTO: menor preço por item MODO DE DISPUTA: aberto e fechado PREFERÊNCIA ME/EPP/EQUIPARADAS: NÃO O Edital e seus anexos estão disponíveis, na íntegra, no Portal Nacional de Contratações Públicas (PNCP), no endereço eletrônico https://pncp.gov.br/. bbox=[32, 616, 306, 682]
prefeitura-brasao-icon bbox=[599, 411, 625, 446]
notice-title: AVISO DE LICITAÇÃO COMPLEXO HOSPITALAR DO JUQUERY PREGÃO ELETRÔNICO Nº 90065/2025 bbox=[101, 819, 238, 844]
legal-notice bbox=[28, 1023, 310, 1117]
notice-body: CONTRATANTE (UASG) 090181 OBJETO: AQUISIÇÃO DE LEITE EM PÓ DESNATADO DATA DA SESSÃO PÚBLICA 17/07/2025 às 09h (horário de Brasília) CRITÉRIO DE JULGAMENTO: MENOR PREÇO MODO DE DISPUTA: ABERTO PREFERÊNCIA ME/EPP/EQUIPARADAS: SIM O Edital e seus anexos estão disponíveis, na íntegra, no Portal Nacional de Contratações Públicas (PNCP), no endereço eletrônico https://pncp.gov.br/. bbox=[595, 910, 865, 984]
notice-title: Aviso de licitação HOSPITAL REGIONAL DE ASSIS PREGÃO ELETRÔNICO Nº 90108/2025 bbox=[408, 1061, 536, 1086]
prefeitura-sao-mateus-notice bbox=[591, 535, 868, 655]
notice-body: O Dirigente da UGE 180196 torna público, nos termos da Lei nº 14.133/2021 e com base no Parecer Referencial, que em 02/07/2025, a Aquisição de Materiais de Construção para o CPA/M-2 por Dispensa de Licitação sem disputa. Em 18/06/2025 foi emitida a Nota de Empenho Nº 2025NE00048 com a Empresa contratada: ROSICA COMÉRCIO DE MATERIAIS PARA CONSTRUÇÃO LTDA, CNPJ 60.405.110/0006-30, a qual obteve o menor valor entre todos os orçamentos para a aquisição de 44 materiais de obra, no valor total de R$ 20.821,99. O Comando de Policiamento de Área Metropolitana Dois é o órgão responsável pela gestão e condução do processo de aquisição. bbox=[335, 245, 609, 296]
notice-body: Pregão Eletrônico Nº 90036/SUB-VM/2025 - Processo: 6038.2025/0004651-8 Objeto: PRESTAÇÃO DE SERVIÇOS DE OPERAÇÃO COM FORNECIMENTO DE MATERIAIS RELACIONADOS E NECESSÁRIOS À EXECUÇÃO DAS ATIVIDADES NAS DEPENDÊNCIAS DA SUBPREFEITURA VILA MARIANA, CONFORME ESPECIFICAÇÕES CONSTANTES DO ANEXO I DO EDITAL - Tipo: MENOR PREÇO MENSAL - Local: https://www.gov.br/compras - Data e hora do início da disputa: 23/07/2025 AS 10:00 HORAS Download do edital: https://diariooficial.prefeitura.sp.gov.br, https://www.gov.br/compras e https://www.gov.br/pncp bbox=[595, 468, 865, 525]
secretaria-name: SUBPREFEITURA VILA MARIANA bbox=[761, 424, 844, 449]
notice-title: Aviso de licitação HOSPITAL REGIONAL DE ASSIS PREGÃO ELETRÔNICO Nº 90107/2025 bbox=[408, 953, 536, 978]
legal-notice bbox=[28, 152, 310, 282]
legal-notice bbox=[331, 1166, 613, 1268]
sp-logo-icon bbox=[841, 1528, 864, 1544]
prefeitura-cultura-notice bbox=[591, 55, 868, 182]
